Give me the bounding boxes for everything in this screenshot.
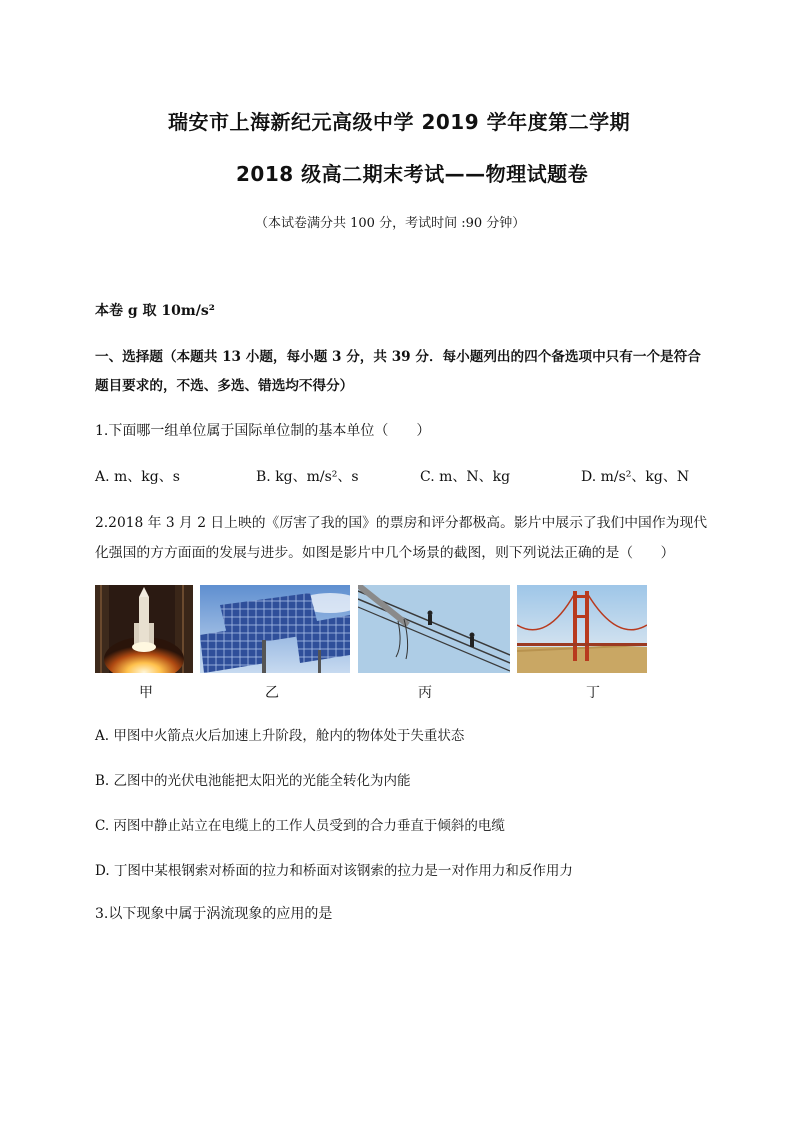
question-1-stem: 1.下面哪一组单位属于国际单位制的基本单位（ ）: [95, 423, 431, 439]
question-1-option-c: C. m、N、kg: [420, 469, 511, 485]
exam-title-line2: 2018 级高二期末考试——物理试题卷: [236, 162, 589, 186]
question-2-stem-line1: 2.2018 年 3 月 2 日上映的《厉害了我的国》的票房和评分都极高。影片中展示了我们中国作为现代: [95, 515, 708, 531]
question-1-option-d: D. m/s²、kg、N: [581, 469, 690, 485]
photo-caption-ding: 丁: [586, 685, 600, 701]
photo-caption-jia: 甲: [139, 685, 153, 701]
photo-caption-yi: 乙: [265, 685, 279, 701]
section-heading-line1: 一、选择题（本题共 13 小题，每小题 3 分，共 39 分．每小题列出的四个备选项中只有一个是符合: [95, 349, 701, 365]
suspension-bridge-photo: [517, 585, 647, 673]
exam-subtitle: （本试卷满分共 100 分，考试时间 :90 分钟）: [255, 216, 526, 231]
exam-title-line1: 瑞安市上海新纪元高级中学 2019 学年度第二学期: [168, 110, 631, 134]
rocket-launch-photo: [95, 585, 193, 673]
photo-caption-bing: 丙: [418, 685, 432, 701]
question-2-option-a: A. 甲图中火箭点火后加速上升阶段，舱内的物体处于失重状态: [95, 728, 465, 744]
question-3-stem: 3.以下现象中属于涡流现象的应用的是: [95, 906, 333, 922]
solar-panels-photo: [200, 585, 350, 673]
cable-workers-photo: [358, 585, 510, 673]
gravity-note: 本卷 g 取 10m/s²: [95, 303, 215, 319]
question-2-option-c: C. 丙图中静止站立在电缆上的工作人员受到的合力垂直于倾斜的电缆: [95, 818, 505, 834]
question-1-option-b: B. kg、m/s²、s: [256, 469, 359, 485]
question-1-option-a: A. m、kg、s: [95, 469, 180, 485]
question-2-option-d: D. 丁图中某根钢索对桥面的拉力和桥面对该钢索的拉力是一对作用力和反作用力: [95, 863, 573, 879]
question-2-option-b: B. 乙图中的光伏电池能把太阳光的光能全转化为内能: [95, 773, 411, 789]
section-heading-line2: 题目要求的，不选、多选、错选均不得分）: [95, 378, 354, 394]
question-2-stem-line2: 化强国的方方面面的发展与进步。如图是影片中几个场景的截图，则下列说法正确的是（ ）: [95, 545, 675, 561]
